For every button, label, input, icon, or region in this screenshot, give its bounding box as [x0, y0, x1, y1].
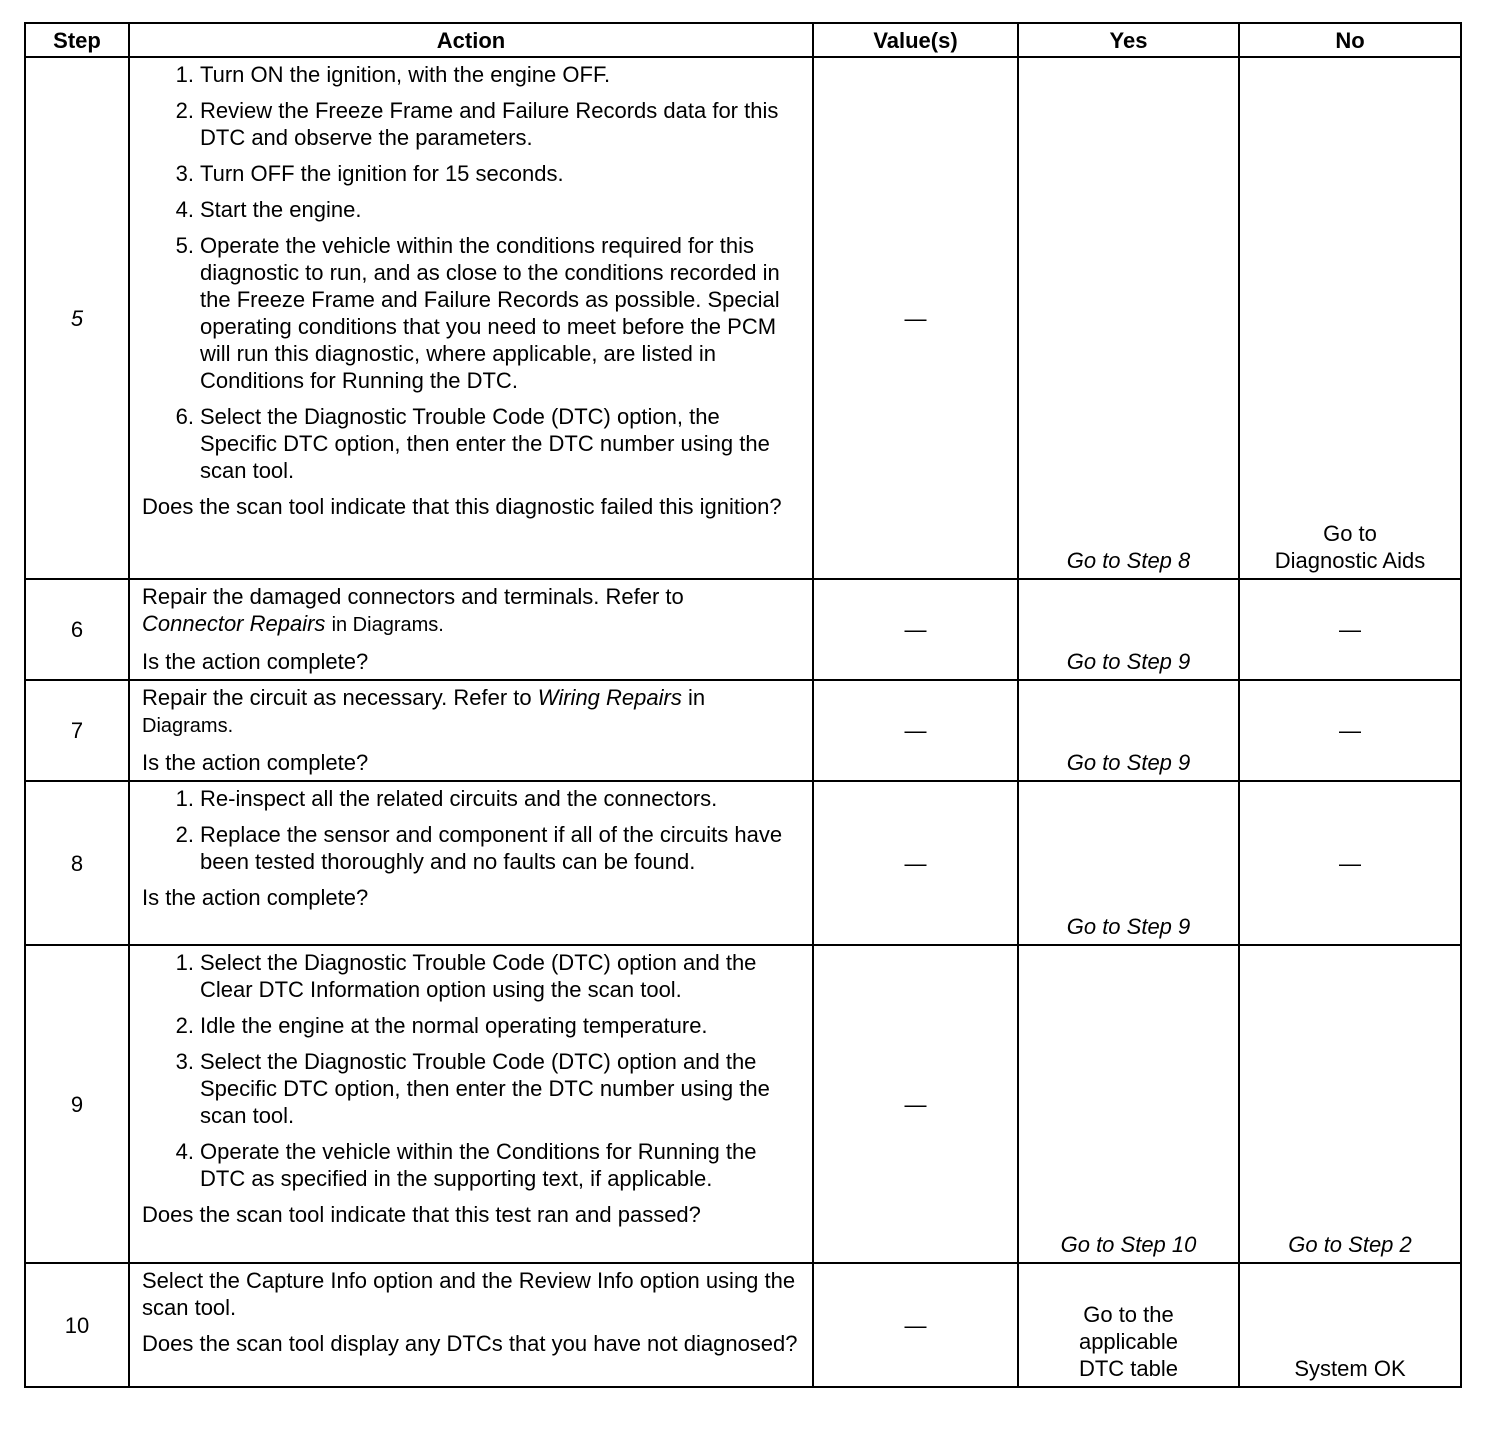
no-line: Go to [1323, 521, 1377, 546]
header-row [25, 23, 1461, 57]
value-cell: — [813, 781, 1018, 945]
header-no: No [1239, 23, 1461, 57]
step-number: 8 [25, 781, 129, 945]
header-values: Value(s) [813, 23, 1018, 57]
value-cell: — [813, 1263, 1018, 1387]
action-question: Does the scan tool display any DTCs that you have not diagnosed? [142, 1331, 798, 1356]
action-question: Is the action complete? [142, 750, 369, 775]
table-row [25, 1263, 1461, 1387]
no-cell: — [1239, 680, 1461, 781]
action-question: Does the scan tool indicate that this diagnostic failed this ignition? [142, 494, 782, 519]
diagnostic-table [24, 22, 1462, 1388]
yes-cell: Go to Step 9 [1018, 781, 1239, 945]
no-cell: — [1239, 579, 1461, 680]
list-item: 4. Start the engine. [175, 197, 362, 222]
header-action: Action [129, 23, 813, 57]
step-number: 10 [25, 1263, 129, 1387]
list-item: 2. Idle the engine at the normal operating temperature. [175, 1013, 708, 1038]
action-list [142, 785, 802, 875]
action-cell [129, 680, 813, 781]
no-line: Diagnostic Aids [1274, 548, 1426, 573]
value-cell: — [813, 945, 1018, 1263]
action-list [142, 949, 802, 1192]
action-text: Select the Capture Info option and the Review Info option using the scan tool. [142, 1268, 796, 1320]
list-item: 3. Turn OFF the ignition for 15 seconds. [175, 161, 564, 186]
list-item: 3. Select the Diagnostic Trouble Code (DTC) option and the Specific DTC option, then enter the DTC number using the scan tool. [175, 1049, 770, 1128]
no-cell: — [1239, 781, 1461, 945]
action-question: Does the scan tool indicate that this test ran and passed? [142, 1202, 701, 1227]
yes-cell: Go to Step 8 [1018, 57, 1239, 579]
list-item: 6. Select the Diagnostic Trouble Code (DTC) option, the Specific DTC option, then enter the DTC number using the scan tool. [175, 404, 770, 483]
list-item: 1. Re-inspect all the related circuits and the connectors. [175, 786, 718, 811]
action-cell [129, 781, 813, 945]
yes-line: applicable [1078, 1329, 1179, 1354]
list-item: 5. Operate the vehicle within the conditions required for this diagnostic to run, and as close to the conditions recorded in the Freeze Frame and Failure Records as possible. Special operating conditions that you need to meet before the PCM will run this diagnostic, where applicable, are listed in Conditions for Running the DTC. [175, 233, 780, 393]
header-step: Step [25, 23, 129, 57]
step-number: 5 [25, 57, 129, 579]
action-question: Is the action complete? [142, 885, 369, 910]
list-item: 2. Review the Freeze Frame and Failure Records data for this DTC and observe the parameters. [175, 98, 779, 150]
action-list [142, 61, 802, 484]
no-cell: Go to Step 2 [1239, 945, 1461, 1263]
action-cell [129, 579, 813, 680]
list-item: 1. Turn ON the ignition, with the engine OFF. [175, 62, 611, 87]
table-row [25, 680, 1461, 781]
no-cell [1239, 57, 1461, 579]
list-item: 2. Replace the sensor and component if all of the circuits have been tested thoroughly and no faults can be found. [175, 822, 783, 874]
no-cell: System OK [1239, 1263, 1461, 1387]
header-yes: Yes [1018, 23, 1239, 57]
yes-cell: Go to Step 10 [1018, 945, 1239, 1263]
table-row [25, 57, 1461, 579]
action-question: Is the action complete? [142, 649, 369, 674]
value-cell: — [813, 57, 1018, 579]
yes-line: DTC table [1078, 1356, 1179, 1381]
reference-link: Connector Repairs [142, 611, 326, 636]
value-cell: — [813, 579, 1018, 680]
action-cell [129, 57, 813, 579]
list-item: 4. Operate the vehicle within the Conditions for Running the DTC as specified in the supporting text, if applicable. [175, 1139, 757, 1191]
table-row [25, 579, 1461, 680]
reference-link: Wiring Repairs [537, 685, 682, 710]
yes-cell: Go to Step 9 [1018, 680, 1239, 781]
table-row [25, 781, 1461, 945]
action-text: Repair the circuit as necessary. Refer to Wiring Repairs in Diagrams. [142, 685, 706, 737]
step-number: 7 [25, 680, 129, 781]
table-row [25, 945, 1461, 1263]
yes-cell: Go to Step 9 [1018, 579, 1239, 680]
value-cell: — [813, 680, 1018, 781]
yes-line: Go to the [1083, 1302, 1174, 1327]
action-text: Repair the damaged connectors and terminals. Refer to Connector Repairs in Diagrams. [142, 584, 684, 636]
action-cell [129, 1263, 813, 1387]
step-number: 6 [25, 579, 129, 680]
list-item: 1. Select the Diagnostic Trouble Code (DTC) option and the Clear DTC Information option using the scan tool. [175, 950, 757, 1002]
yes-cell [1018, 1263, 1239, 1387]
step-number: 9 [25, 945, 129, 1263]
action-cell [129, 945, 813, 1263]
